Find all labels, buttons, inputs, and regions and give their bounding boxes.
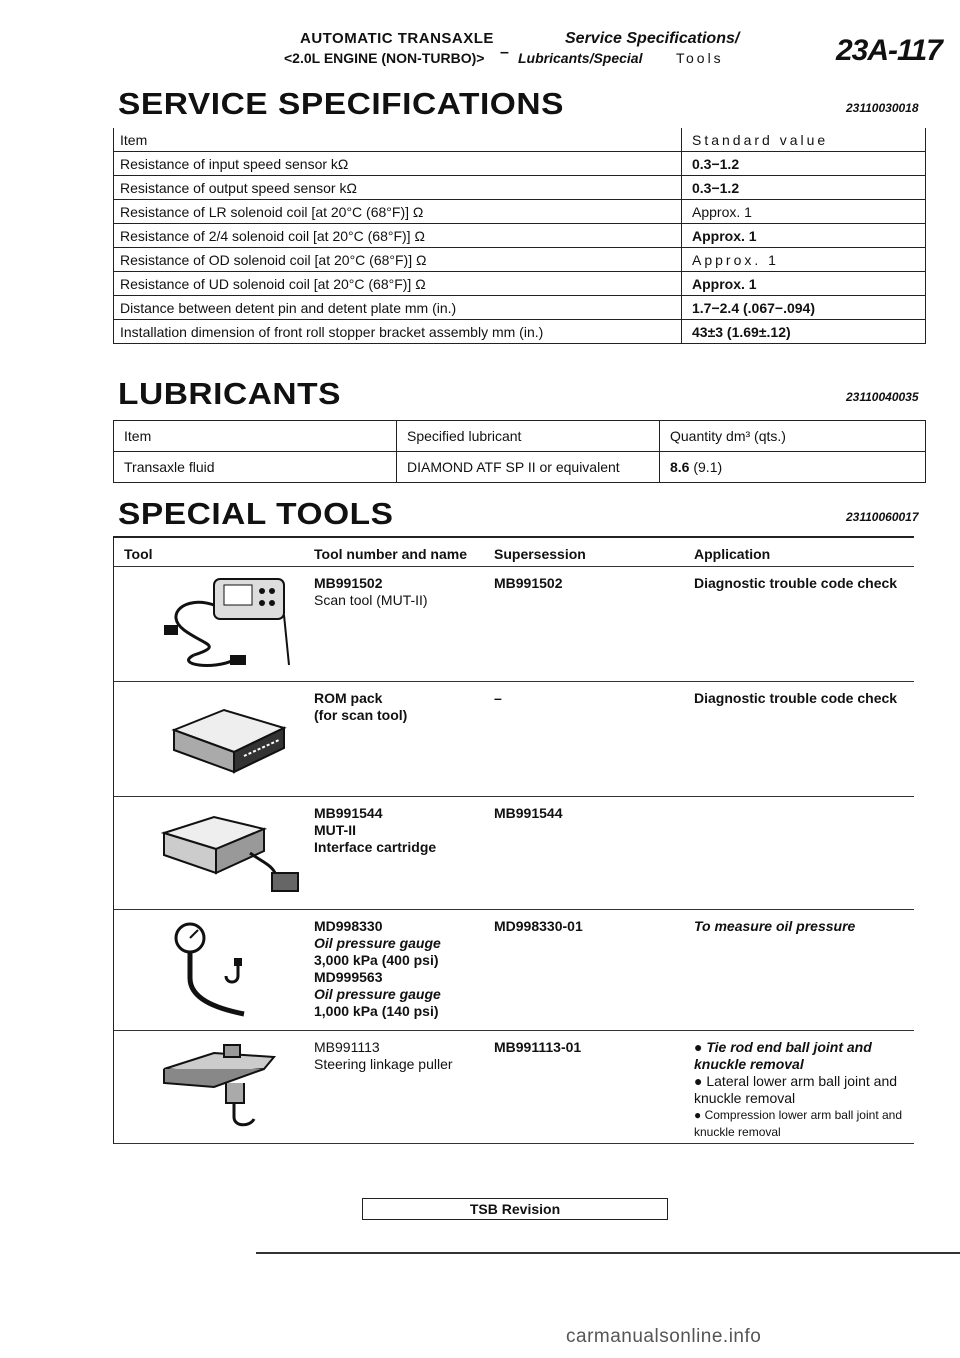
table-row: [114, 452, 926, 483]
spec-item: Resistance of input speed sensor kΩ: [114, 152, 682, 176]
tool-name: MUT-II: [314, 822, 356, 838]
supersession: MB991502: [494, 575, 563, 591]
header-tools: Tools: [676, 50, 724, 66]
lubricants-table: [113, 420, 926, 483]
table-row: [114, 224, 926, 248]
lubricant-item: Transaxle fluid: [114, 452, 397, 483]
interface-cartridge-illustration: [154, 803, 304, 903]
table-header: [114, 421, 926, 452]
tool-name-2: Interface cartridge: [314, 839, 437, 855]
service-specs-code: 23110030018: [846, 101, 919, 115]
special-tools-table: [113, 536, 914, 1144]
scan-tool-illustration: [154, 575, 294, 675]
lubricants-title: LUBRICANTS: [118, 376, 342, 411]
service-specs-title: SERVICE SPECIFICATIONS: [118, 86, 564, 121]
application: To measure oil pressure: [694, 918, 856, 934]
spec-value: Approx. 1: [682, 272, 926, 296]
special-tools-title: SPECIAL TOOLS: [118, 496, 394, 531]
tool-number-2: MD999563: [314, 969, 383, 985]
tool-name: (for scan tool): [314, 707, 408, 723]
spec-value: Approx. 1: [682, 248, 926, 272]
table-row: [114, 176, 926, 200]
tool-name: Scan tool (MUT-II): [314, 592, 428, 608]
application-item: ● Lateral lower arm ball joint and knuckle removal: [694, 1073, 898, 1106]
tool-name-3: Oil pressure gauge: [314, 986, 441, 1002]
supersession: MB991544: [494, 805, 563, 821]
column-header-application: Application: [694, 546, 771, 562]
supersession: MD998330-01: [494, 918, 583, 934]
application-item: ● Compression lower arm ball joint and knuckle removal: [694, 1108, 903, 1139]
tool-number-cell: [314, 805, 436, 856]
table-row: [114, 797, 914, 910]
tool-name-2: 3,000 kPa (400 psi): [314, 952, 439, 968]
header-section: Service Specifications/: [565, 30, 740, 47]
supersession: MB991113-01: [494, 1039, 582, 1055]
service-specs-table: [113, 128, 926, 344]
supersession: –: [494, 690, 502, 706]
spec-value: Approx. 1: [682, 200, 926, 224]
spec-value: 0.3−1.2: [682, 152, 926, 176]
header-engine: <2.0L ENGINE (NON-TURBO)>: [284, 50, 485, 66]
application-item: ● Tie rod end ball joint and knuckle removal: [694, 1039, 872, 1072]
header-dash: –: [500, 44, 509, 61]
column-header-tool: Tool: [124, 546, 153, 562]
table-row: [114, 910, 914, 1031]
column-header-quantity: Quantity dm³ (qts.): [660, 421, 926, 452]
tsb-revision-box: TSB Revision: [362, 1198, 668, 1220]
spec-value: Approx. 1: [682, 224, 926, 248]
tool-number: ROM pack: [314, 690, 383, 706]
column-header-lubricant: Specified lubricant: [397, 421, 660, 452]
spec-item: Resistance of OD solenoid coil [at 20°C (68°F)] Ω: [114, 248, 682, 272]
tool-name: Oil pressure gauge: [314, 935, 441, 951]
tool-number-cell: [314, 918, 441, 1020]
spec-value: 1.7−2.4 (.067−.094): [682, 296, 926, 320]
application-list: [694, 1039, 914, 1141]
lubricants-code: 23110040035: [846, 390, 919, 404]
table-row: [114, 200, 926, 224]
column-header-item: Item: [114, 128, 682, 152]
application: Diagnostic trouble code check: [694, 690, 898, 706]
lubricant-name: DIAMOND ATF SP II or equivalent: [397, 452, 660, 483]
footer-rule: [256, 1252, 960, 1254]
header-subsection: Lubricants/Special: [518, 50, 643, 66]
spec-item: Distance between detent pin and detent plate mm (in.): [114, 296, 682, 320]
steering-linkage-puller-illustration: [154, 1039, 294, 1129]
spec-item: Resistance of LR solenoid coil [at 20°C (68°F)] Ω: [114, 200, 682, 224]
tool-name-4: 1,000 kPa (140 psi): [314, 1003, 439, 1019]
column-header-supersession: Supersession: [494, 546, 586, 562]
table-row: [114, 1031, 914, 1144]
page-number: 23A-117: [836, 34, 942, 67]
tool-number-cell: [314, 1039, 453, 1073]
table-row: [114, 152, 926, 176]
table-header: [114, 538, 914, 567]
table-row: [114, 682, 914, 797]
tool-number-cell: [314, 575, 428, 609]
table-row: [114, 296, 926, 320]
tool-number: MB991113: [314, 1039, 380, 1055]
table-header: [114, 128, 926, 152]
column-header-value: Standard value: [682, 128, 926, 152]
spec-item: Installation dimension of front roll stopper bracket assembly mm (in.): [114, 320, 682, 344]
tool-number: MD998330: [314, 918, 383, 934]
application: Diagnostic trouble code check: [694, 575, 898, 591]
rom-pack-illustration: [154, 700, 294, 780]
table-row: [114, 567, 914, 682]
column-header-item: Item: [114, 421, 397, 452]
header-title: AUTOMATIC TRANSAXLE: [300, 30, 494, 47]
tool-number-cell: [314, 690, 407, 724]
spec-value: 0.3−1.2: [682, 176, 926, 200]
lubricant-quantity: 8.6 (9.1): [660, 452, 926, 483]
watermark: carmanualsonline.info: [566, 1326, 762, 1347]
column-header-number: Tool number and name: [314, 546, 467, 562]
table-row: [114, 320, 926, 344]
table-row: [114, 248, 926, 272]
special-tools-code: 23110060017: [846, 510, 919, 524]
tool-number: MB991502: [314, 575, 383, 591]
spec-item: Resistance of UD solenoid coil [at 20°C (68°F)] Ω: [114, 272, 682, 296]
oil-pressure-gauge-illustration: [154, 918, 274, 1018]
spec-value: 43±3 (1.69±.12): [682, 320, 926, 344]
table-row: [114, 272, 926, 296]
spec-item: Resistance of output speed sensor kΩ: [114, 176, 682, 200]
spec-item: Resistance of 2/4 solenoid coil [at 20°C (68°F)] Ω: [114, 224, 682, 248]
tool-name: Steering linkage puller: [314, 1056, 453, 1072]
tool-number: MB991544: [314, 805, 383, 821]
